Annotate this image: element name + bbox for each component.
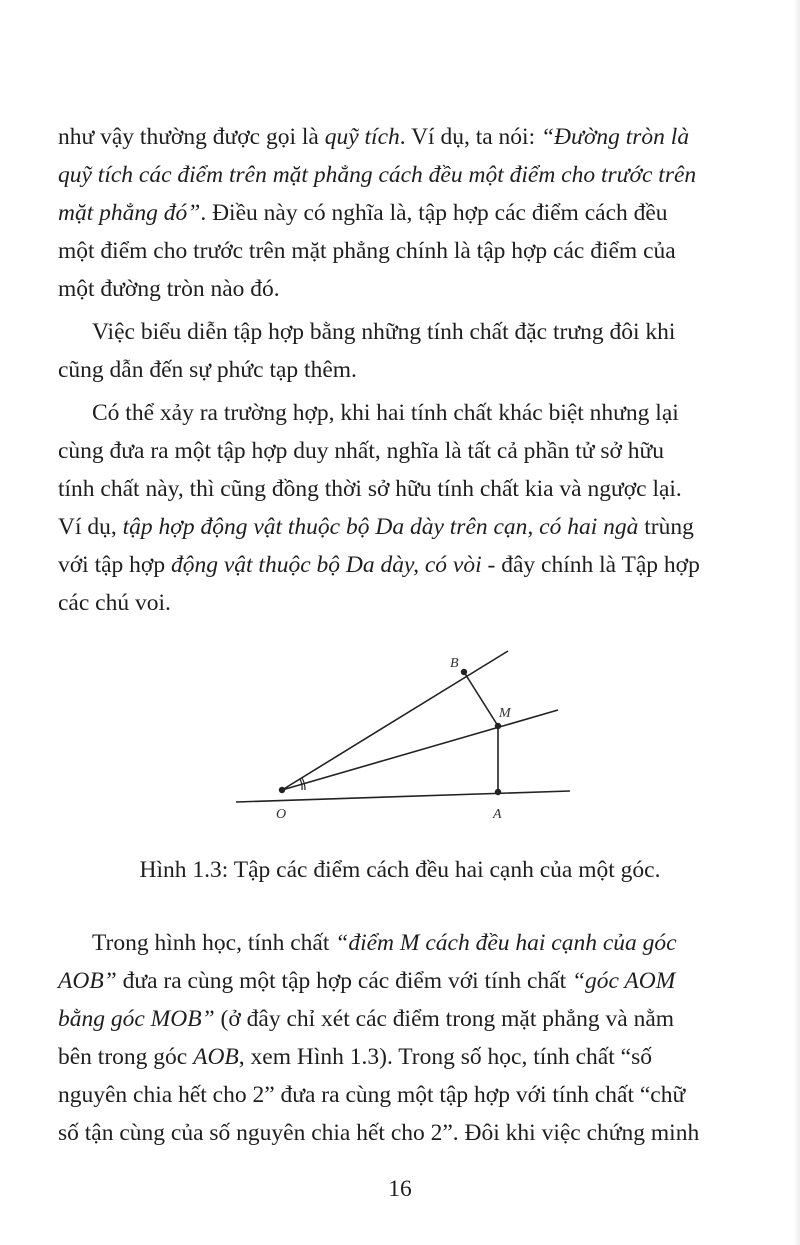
paragraph-locus-definition	[58, 118, 750, 308]
text-line	[58, 1114, 750, 1152]
text-run: Trong hình học, tính chất	[92, 930, 336, 956]
text-line	[58, 584, 750, 622]
figure-caption: Hình 1.3: Tập các điểm cách đều hai cạnh của một góc.	[139, 857, 661, 883]
text-run: . Ví dụ, ta nói:	[399, 124, 541, 150]
text-line	[58, 270, 750, 308]
label-a: A	[493, 807, 502, 822]
point-a	[495, 789, 501, 795]
text-line	[58, 508, 750, 546]
italic-text: AOB”	[58, 968, 117, 994]
text-line	[58, 351, 750, 389]
ray-oa	[236, 791, 570, 802]
paragraph-geometry-arithmetic	[58, 924, 750, 1152]
text-line	[58, 394, 750, 432]
text-line	[58, 194, 750, 232]
text-line	[58, 470, 750, 508]
text-run: đưa ra cùng một tập hợp các điểm với tính chất	[116, 968, 572, 994]
ray-ob	[282, 651, 508, 790]
figure-angle-bisector-diagram	[0, 640, 800, 830]
text-run: tính chất này, thì cũng đồng thời sở hữu tính chất kia và ngược lại.	[58, 476, 682, 502]
segment-mb	[464, 672, 498, 726]
text-run: nguyên chia hết cho 2” đưa ra cùng một tập hợp với tính chất “chữ	[58, 1082, 686, 1108]
italic-text: quỹ tích	[324, 124, 400, 150]
text-run: các chú voi.	[58, 590, 171, 616]
text-run: , xem Hình 1.3). Trong số học, tính chất “số	[238, 1044, 652, 1070]
text-line	[58, 313, 750, 351]
text-run: . Điều này có nghĩa là, tập hợp các điểm cách đều	[200, 200, 668, 226]
text-run: - đây chính là Tập hợp	[481, 552, 700, 578]
italic-text: bằng góc MOB”	[58, 1006, 215, 1032]
text-run: như vậy thường được gọi là	[58, 124, 325, 150]
italic-text: AOB	[193, 1044, 239, 1070]
text-line	[58, 1000, 750, 1038]
text-run: cũng dẫn đến sự phức tạp thêm.	[58, 357, 357, 383]
italic-text: “Đường tròn là	[540, 124, 690, 150]
text-run: cùng đưa ra một tập hợp duy nhất, nghĩa là tất cả phần tử sở hữu	[58, 438, 665, 464]
text-run: Ví dụ,	[58, 514, 123, 540]
text-run: với tập hợp	[58, 552, 171, 578]
italic-text: động vật thuộc bộ Da dày, có vòi	[170, 552, 482, 578]
text-line	[58, 546, 750, 584]
text-line	[58, 156, 750, 194]
text-line	[58, 1076, 750, 1114]
italic-text: mặt phẳng đó”	[58, 200, 201, 226]
text-run: số tận cùng của số nguyên chia hết cho 2”. Đôi khi việc chứng minh	[58, 1120, 700, 1146]
point-o	[279, 787, 285, 793]
italic-text: “góc AOM	[571, 968, 676, 994]
text-run: một đường tròn nào đó.	[58, 276, 280, 302]
italic-text: “điểm M cách đều hai cạnh của góc	[335, 930, 677, 956]
text-run: Có thể xảy ra trường hợp, khi hai tính chất khác biệt nhưng lại	[92, 400, 679, 426]
text-line	[58, 924, 750, 962]
ray-om	[282, 710, 558, 790]
label-b: B	[450, 656, 459, 671]
paragraph-complexity	[58, 313, 750, 389]
text-line	[58, 232, 750, 270]
page-number: 16	[388, 1176, 412, 1202]
text-run: bên trong góc	[58, 1044, 194, 1070]
italic-text: quỹ tích các điểm trên mặt phẳng cách đều một điểm cho trước trên	[58, 162, 697, 188]
text-line	[58, 1038, 750, 1076]
paragraph-elephant-example	[58, 394, 750, 622]
text-line	[58, 118, 750, 156]
italic-text: tập hợp động vật thuộc bộ Da dày trên cạn, có hai ngà	[122, 514, 639, 540]
text-line	[58, 432, 750, 470]
page-edge-shadow	[794, 0, 800, 1245]
text-run: một điểm cho trước trên mặt phẳng chính là tập hợp các điểm của	[58, 238, 676, 264]
text-line	[58, 962, 750, 1000]
label-o: O	[276, 807, 287, 822]
label-m: M	[499, 706, 511, 721]
point-m	[495, 723, 501, 729]
point-b	[461, 669, 467, 675]
text-run: Việc biểu diễn tập hợp bằng những tính chất đặc trưng đôi khi	[92, 319, 676, 345]
text-run: trùng	[638, 514, 694, 540]
text-run: (ở đây chỉ xét các điểm trong mặt phẳng và nằm	[214, 1006, 675, 1032]
